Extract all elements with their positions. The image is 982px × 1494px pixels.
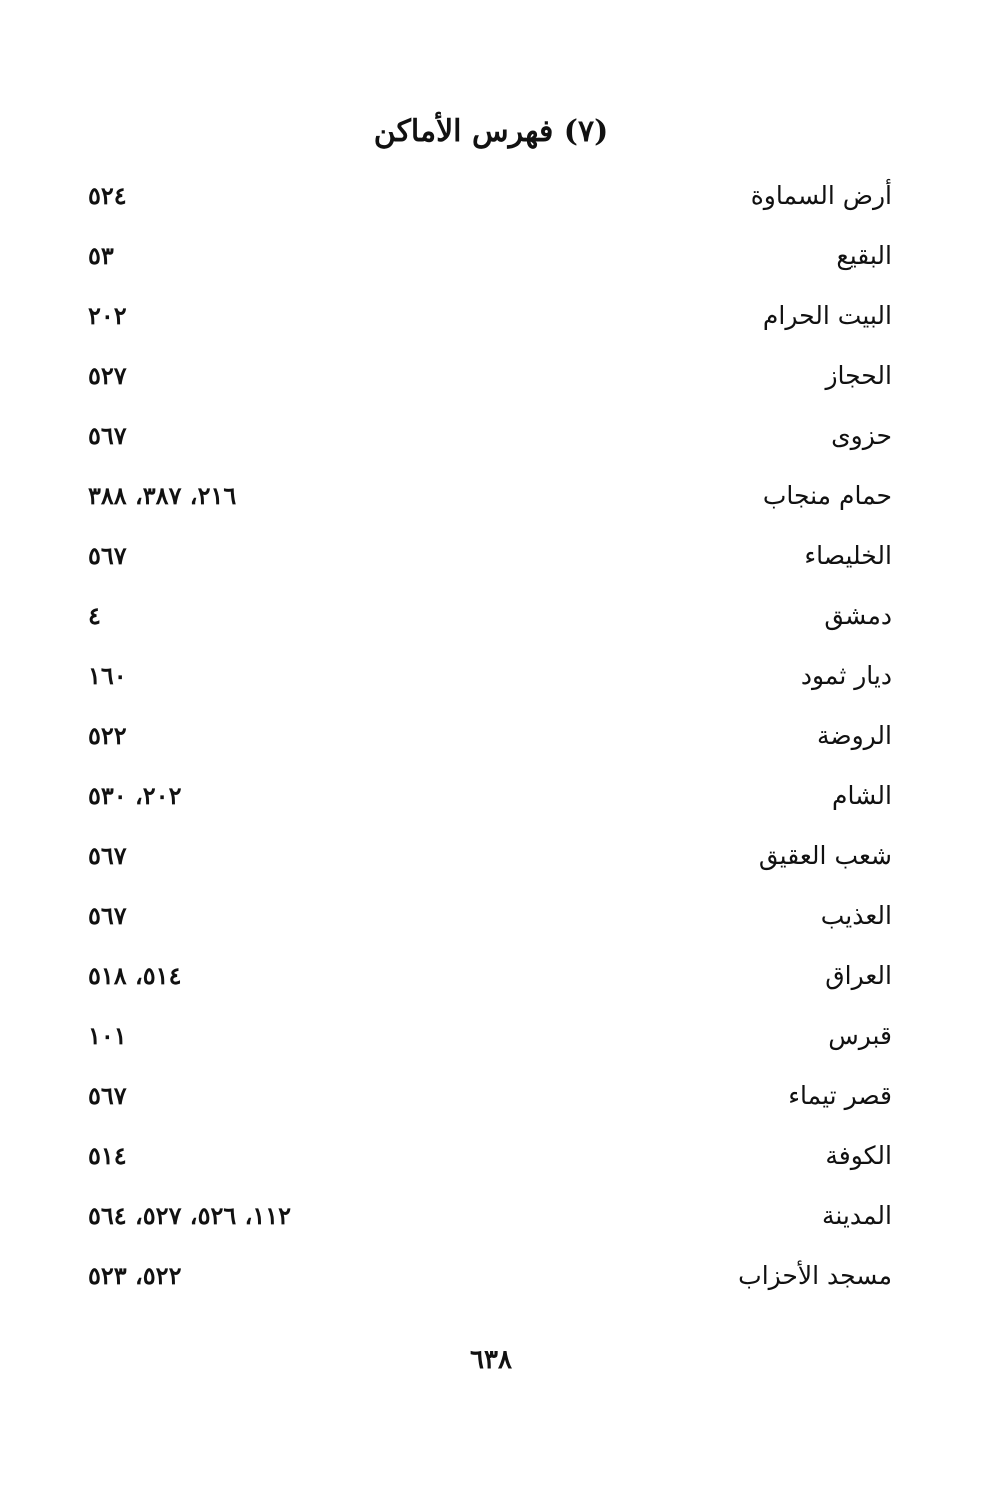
page-references: ٥٢٤ (88, 181, 127, 210)
page-references: ٥٢٢ (88, 721, 127, 750)
page-references: ٥٢٢، ٥٢٣ (88, 1261, 182, 1290)
index-entry (88, 890, 892, 950)
index-entry (88, 830, 892, 890)
index-entry (88, 410, 892, 470)
place-name: البقيع (836, 241, 892, 270)
index-entry (88, 710, 892, 770)
index-entry (88, 170, 892, 230)
place-name: حزوى (831, 421, 892, 450)
places-index-list (88, 170, 892, 1310)
page-references: ٥٦٧ (88, 1081, 127, 1110)
index-heading: (٧) فهرس الأماكن (373, 114, 609, 149)
index-entry (88, 590, 892, 650)
index-entry (88, 1010, 892, 1070)
place-name: ديار ثمود (800, 661, 892, 690)
page-references: ٢٠٢ (88, 301, 127, 330)
place-name: شعب العقيق (758, 841, 892, 870)
place-name: الكوفة (825, 1141, 892, 1170)
page-references: ٤ (88, 601, 101, 630)
index-entry (88, 290, 892, 350)
index-entry (88, 650, 892, 710)
place-name: قصر تيماء (788, 1081, 892, 1110)
page-references: ٥٦٧ (88, 541, 127, 570)
index-entry (88, 1190, 892, 1250)
page-references: ٥٦٧ (88, 841, 127, 870)
place-name: الشام (832, 781, 892, 810)
page-references: ٥١٤، ٥١٨ (88, 961, 182, 990)
index-entry (88, 770, 892, 830)
place-name: البيت الحرام (762, 301, 892, 330)
place-name: العذيب (820, 901, 892, 930)
page-number: ٦٣٨ (470, 1345, 512, 1375)
page-references: ٢٠٢، ٥٣٠ (88, 781, 182, 810)
index-entry (88, 1070, 892, 1130)
page-references: ١٠١ (88, 1021, 127, 1050)
index-entry (88, 350, 892, 410)
page-references: ٥٣ (88, 241, 114, 270)
page-references: ١٦٠ (88, 661, 127, 690)
index-entry (88, 470, 892, 530)
index-entry (88, 1250, 892, 1310)
page-references: ١١٢، ٥٢٦، ٥٢٧، ٥٦٤ (88, 1201, 292, 1230)
page-references: ٢١٦، ٣٨٧، ٣٨٨ (88, 481, 237, 510)
place-name: المدينة (821, 1201, 892, 1230)
place-name: قبرس (828, 1021, 892, 1050)
page-references: ٥٦٧ (88, 421, 127, 450)
page-references: ٥٦٧ (88, 901, 127, 930)
place-name: دمشق (824, 601, 892, 630)
place-name: أرض السماوة (750, 181, 892, 210)
page-references: ٥٢٧ (88, 361, 127, 390)
place-name: مسجد الأحزاب (738, 1261, 892, 1290)
place-name: حمام منجاب (762, 481, 892, 510)
index-entry (88, 530, 892, 590)
index-entry (88, 1130, 892, 1190)
page-references: ٥١٤ (88, 1141, 127, 1170)
place-name: العراق (825, 961, 892, 990)
place-name: الروضة (816, 721, 892, 750)
index-entry (88, 950, 892, 1010)
index-entry (88, 230, 892, 290)
place-name: الحجاز (825, 361, 892, 390)
place-name: الخليصاء (804, 541, 892, 570)
